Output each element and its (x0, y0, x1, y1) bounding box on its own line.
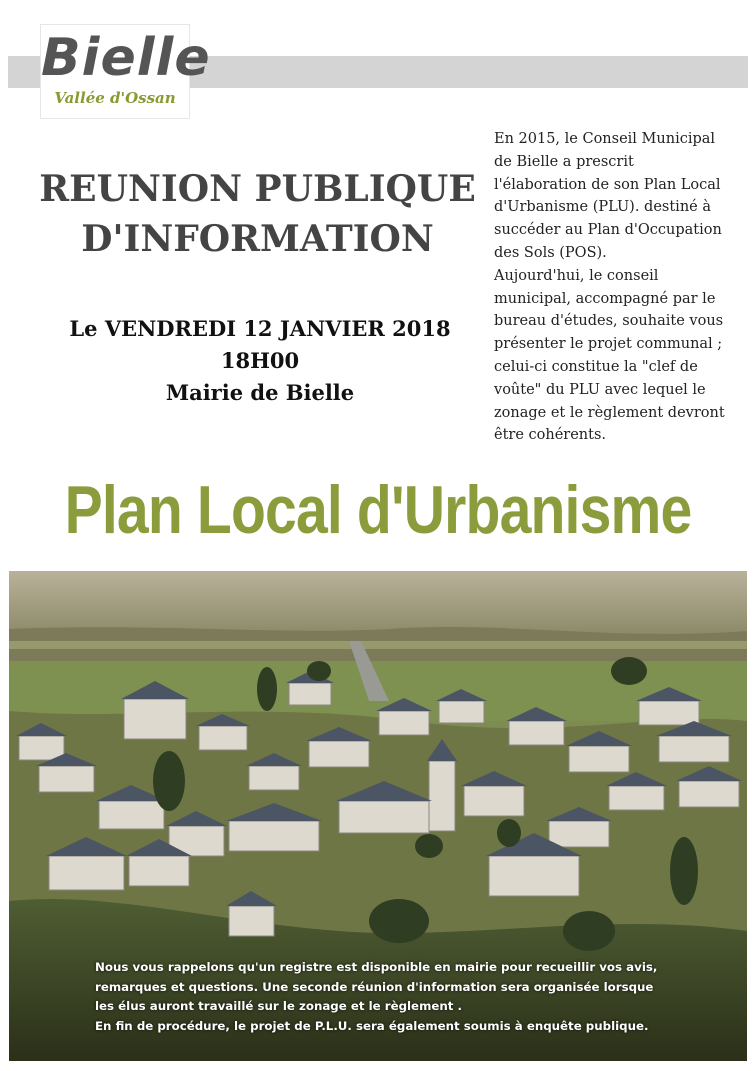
meeting-headline (30, 164, 485, 264)
notice-line: Nous vous rappelons qu'un registre est disponible en mairie pour recueillir vos avis, (95, 960, 658, 974)
intro-line: municipal, accompagné par le (494, 290, 716, 307)
intro-line: de Bielle a prescrit (494, 153, 634, 170)
intro-line: présenter le projet communal ; (494, 336, 723, 353)
bielle-logo (40, 24, 211, 119)
logo-name: Bielle (41, 28, 211, 88)
event-details (60, 313, 460, 409)
intro-line: Aujourd'hui, le conseil (494, 267, 659, 284)
notice-line: En fin de procédure, le projet de P.L.U. sera également soumis à enquête publique. (95, 1018, 649, 1033)
intro-line: être cohérents. (494, 427, 607, 444)
notice-line: les élus auront travaillé sur le zonage et le règlement . (95, 999, 462, 1013)
intro-line: voûte" du PLU avec lequel le (494, 381, 706, 398)
event-time: 18H00 (220, 348, 300, 373)
notice-line: remarques et questions. Une seconde réunion d'information sera organisée lorsque (95, 979, 654, 994)
event-date: Le VENDREDI 12 JANVIER 2018 (69, 316, 451, 341)
intro-line: zonage et le règlement devront (494, 404, 725, 421)
headline-line-2: D'INFORMATION (81, 218, 434, 260)
intro-text (494, 128, 744, 447)
intro-line: En 2015, le Conseil Municipal (494, 131, 716, 147)
headline-line-1: REUNION PUBLIQUE (39, 168, 476, 210)
logo-subtitle: Vallée d'Ossan (54, 89, 176, 107)
intro-line: l'élaboration de son Plan Local (494, 176, 721, 193)
registry-notice (95, 958, 735, 1036)
intro-line: d'Urbanisme (PLU). destiné à (494, 199, 711, 216)
intro-line: bureau d'études, souhaite vous (494, 313, 724, 330)
intro-line: des Sols (POS). (494, 244, 607, 261)
intro-line: succéder au Plan d'Occupation (494, 222, 722, 239)
intro-line: celui-ci constitue la "clef de (494, 358, 698, 375)
event-place: Mairie de Bielle (165, 380, 355, 405)
plu-title: Plan Local d'Urbanisme (64, 472, 692, 548)
